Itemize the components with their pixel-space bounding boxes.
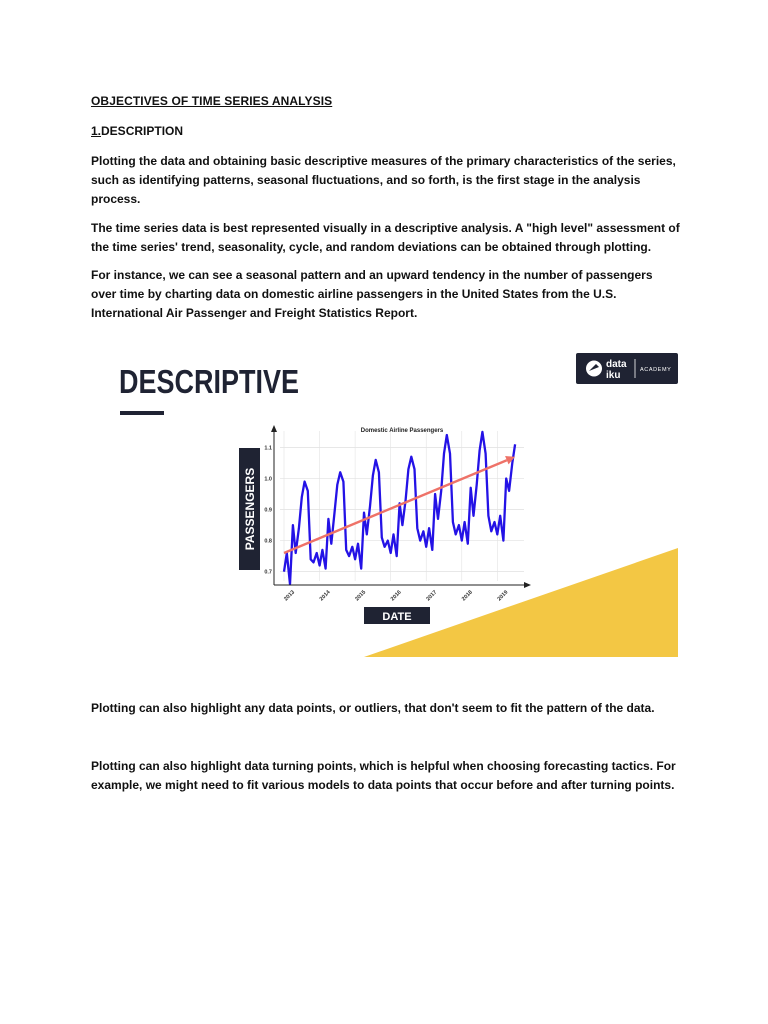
paragraph-5: Plotting can also highlight data turning points, which is helpful when choosing forecasting tactics. For example, we might need to fit various models to data points that occur before and after turning points. — [91, 759, 676, 792]
logo-tag: ACADEMY — [640, 367, 672, 373]
paragraph-1: Plotting the data and obtaining basic descriptive measures of the primary characteristics of the series, such as identifying patterns, seasonal fluctuations, and so forth, is the first stage in the analysis process. — [91, 154, 676, 206]
banner-title: DESCRIPTIVE — [119, 363, 299, 400]
logo-word-line2: iku — [606, 370, 621, 381]
series-line — [284, 432, 515, 584]
x-axis-label: DATE — [382, 611, 412, 623]
paragraph-3: For instance, we can see a seasonal pattern and an upward tendency in the number of passengers over time by charting data on domestic airline passengers in the United States from the U.S. International Air Passenger and Freight Statistics Report. — [91, 268, 653, 320]
x-tick-label: 2015 — [354, 589, 368, 603]
y-axis-ticks — [264, 445, 272, 575]
x-axis-arrow — [524, 582, 531, 588]
x-tick-label: 2019 — [496, 589, 510, 603]
y-tick-label: 0.9 — [264, 507, 272, 514]
figure-canvas — [116, 345, 678, 657]
bird-icon — [586, 361, 602, 377]
y-tick-label: 1.0 — [264, 476, 272, 483]
section-title: DESCRIPTION — [101, 124, 184, 138]
document-heading: OBJECTIVES OF TIME SERIES ANALYSIS — [91, 94, 333, 108]
banner-underline — [120, 411, 164, 415]
x-tick-label: 2013 — [283, 589, 297, 603]
paragraph-2: The time series data is best represented visually in a descriptive analysis. A "high level" assessment of the time series' trend, seasonality, cycle, and random deviations can be obtained through plotting. — [91, 221, 680, 254]
y-tick-label: 0.7 — [264, 569, 272, 576]
paragraph-4: Plotting can also highlight any data points, or outliers, that don't seem to fit the pattern of the data. — [91, 701, 655, 715]
descriptive-figure — [116, 345, 678, 657]
chart-title: Domestic Airline Passengers — [360, 428, 444, 434]
x-tick-label: 2016 — [389, 589, 403, 603]
section-number: 1. — [91, 124, 102, 138]
y-tick-label: 1.1 — [264, 445, 272, 452]
section-heading — [91, 124, 183, 138]
yellow-wedge-decoration — [364, 548, 678, 657]
x-axis-ticks — [283, 589, 509, 603]
x-tick-label: 2018 — [460, 589, 474, 603]
y-axis-label: PASSENGERS — [243, 467, 257, 551]
chart-area — [239, 425, 531, 624]
y-tick-label: 0.8 — [264, 538, 272, 545]
dataiku-logo — [576, 353, 678, 384]
y-axis-arrow — [271, 425, 277, 432]
x-tick-label: 2017 — [425, 589, 439, 603]
logo-word-line1: data — [606, 359, 627, 370]
x-tick-label: 2014 — [318, 589, 332, 603]
